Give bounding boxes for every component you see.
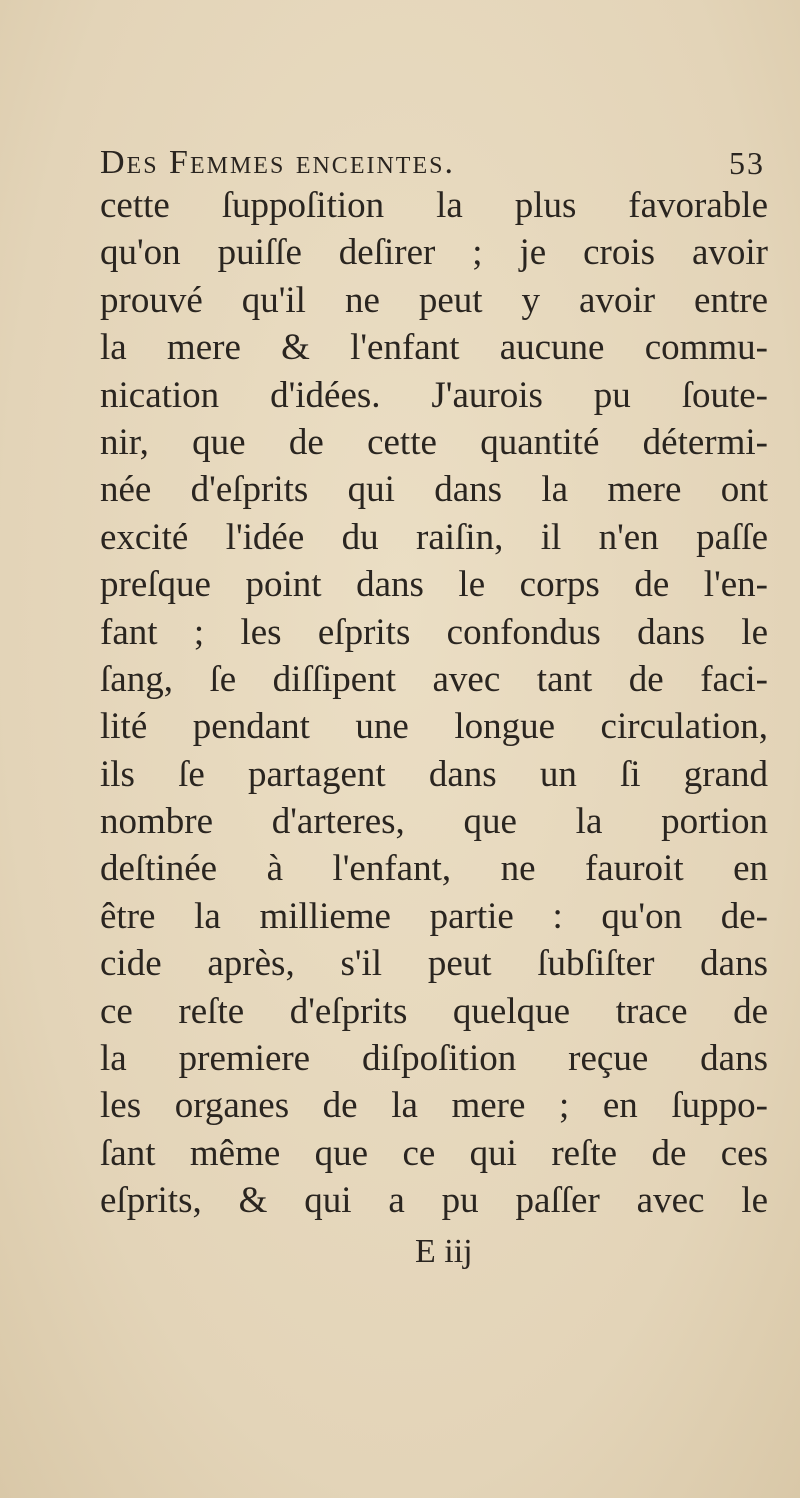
text-line: cide après, s'il peut ſubſiſter dans xyxy=(100,943,768,985)
text-line: fant ; les eſprits confondus dans le xyxy=(100,611,768,653)
body-text xyxy=(100,182,768,1225)
text-line: prouvé qu'il ne peut y avoir entre xyxy=(100,279,768,321)
text-line: ils ſe partagent dans un ſi grand xyxy=(100,753,768,795)
text-line: nir, que de cette quantité détermi- xyxy=(100,421,768,463)
text-line: cette ſuppoſition la plus favorable xyxy=(100,185,768,226)
text-line: être la millieme partie : qu'on de- xyxy=(100,895,768,937)
text-line: deſtinée à l'enfant, ne fauroit en xyxy=(100,848,768,890)
text-line: excité l'idée du raiſin, il n'en paſſe xyxy=(100,516,768,558)
page-number: 53 xyxy=(729,145,765,181)
text-line: ſant même que ce qui reſte de ces xyxy=(100,1132,768,1174)
text-line: lité pendant une longue circulation, xyxy=(100,706,768,748)
text-line: les organes de la mere ; en ſuppo- xyxy=(100,1085,768,1127)
text-line: la mere & l'enfant aucune commu- xyxy=(100,327,768,369)
signature-mark: E iij xyxy=(415,1233,473,1270)
text-line: qu'on puiſſe deſirer ; je crois avoir xyxy=(100,232,768,274)
text-line: preſque point dans le corps de l'en- xyxy=(100,564,768,606)
text-line: ce reſte d'eſprits quelque trace de xyxy=(100,990,768,1032)
text-line: nication d'idées. J'aurois pu ſoute- xyxy=(100,374,768,416)
text-line: ſang, ſe diſſipent avec tant de faci- xyxy=(100,658,768,700)
text-line: eſprits, & qui a pu paſſer avec le xyxy=(100,1180,768,1222)
text-line: la premiere diſpoſition reçue dans xyxy=(100,1038,768,1080)
running-title: Des Femmes enceintes. xyxy=(100,144,455,181)
text-line: nombre d'arteres, que la portion xyxy=(100,801,768,843)
text-line: née d'eſprits qui dans la mere ont xyxy=(100,469,768,511)
running-header xyxy=(100,146,765,180)
